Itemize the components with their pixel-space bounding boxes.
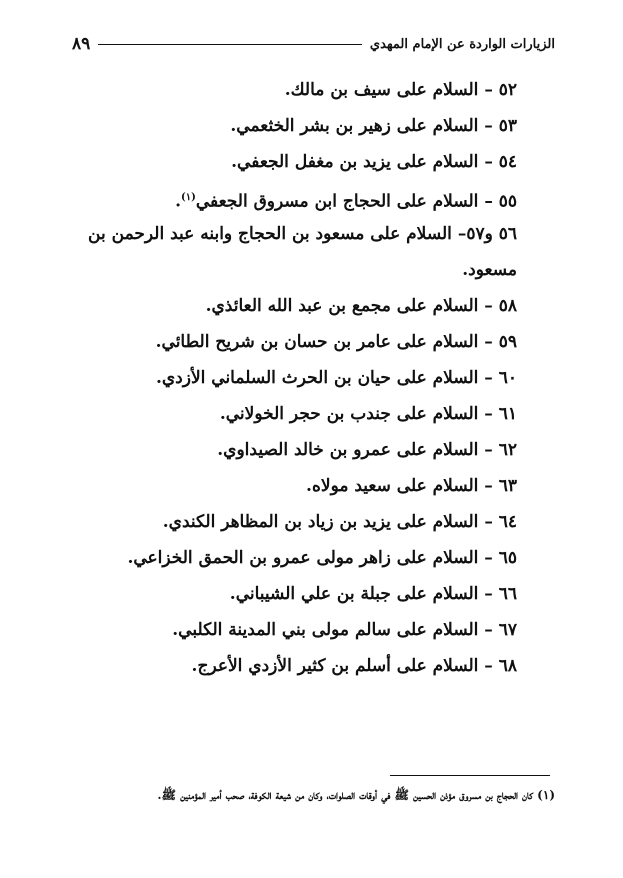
list-item: ٦٢ – السلام على عمرو بن خالد الصيداوي.	[217, 440, 517, 460]
list-item: ٥٢ – السلام على سيف بن مالك.	[284, 80, 517, 100]
list-item: ٥٩ – السلام على عامر بن حسان بن شريح الطائي.	[155, 332, 517, 352]
list-item: ٥٣ – السلام على زهير بن بشر الخثعمي.	[230, 116, 517, 136]
page-header	[72, 32, 555, 56]
running-title: الزيارات الواردة عن الإمام المهدي	[369, 36, 555, 52]
list-item: ٦٦ – السلام على جبلة بن علي الشيباني.	[229, 584, 517, 604]
footnote: (١) كان الحجاج بن مسروق مؤذن الحسين ﷺ في أوقات الصلوات، وكان من شيعة الكوفة، صحب أمير المؤمنين ﷺ.	[157, 788, 555, 802]
entry-text: ٥٥ – السلام على الحجاج ابن مسروق الجعفي	[195, 191, 517, 212]
list-item: ٦٤ – السلام على يزيد بن زياد بن المظاهر الكندي.	[162, 512, 517, 532]
footnote-marker: (١)	[180, 192, 196, 203]
list-item: ٦٥ – السلام على زاهر مولى عمرو بن الحمق الخزاعي.	[127, 548, 517, 568]
list-item: ٦٨ – السلام على أسلم بن كثير الأزدي الأعرج.	[191, 656, 517, 676]
list-item: ٥٨ – السلام على مجمع بن عبد الله العائذي.	[205, 296, 517, 316]
footnote-rule	[390, 775, 550, 776]
entry-period: .	[175, 191, 181, 212]
list-item: ٦٧ – السلام على سالم مولى بني المدينة الكلبي.	[172, 620, 517, 640]
list-item: ٦٠ – السلام على حيان بن الحرث السلماني الأزدي.	[155, 368, 517, 388]
list-item: ٦٣ – السلام على سعيد مولاه.	[306, 476, 517, 496]
list-item-with-footnote	[72, 180, 517, 216]
page-number: ٨٩	[72, 34, 91, 54]
header-rule	[98, 44, 362, 45]
list-item: ٥٦ و٥٧– السلام على مسعود بن الحجاج وابنه عبد الرحمن بن مسعود.	[88, 224, 517, 280]
list-item: ٥٤ – السلام على يزيد بن مغفل الجعفي.	[231, 152, 517, 172]
list-item: ٦١ – السلام على جندب بن حجر الخولاني.	[219, 404, 517, 424]
entry-list	[72, 72, 517, 684]
